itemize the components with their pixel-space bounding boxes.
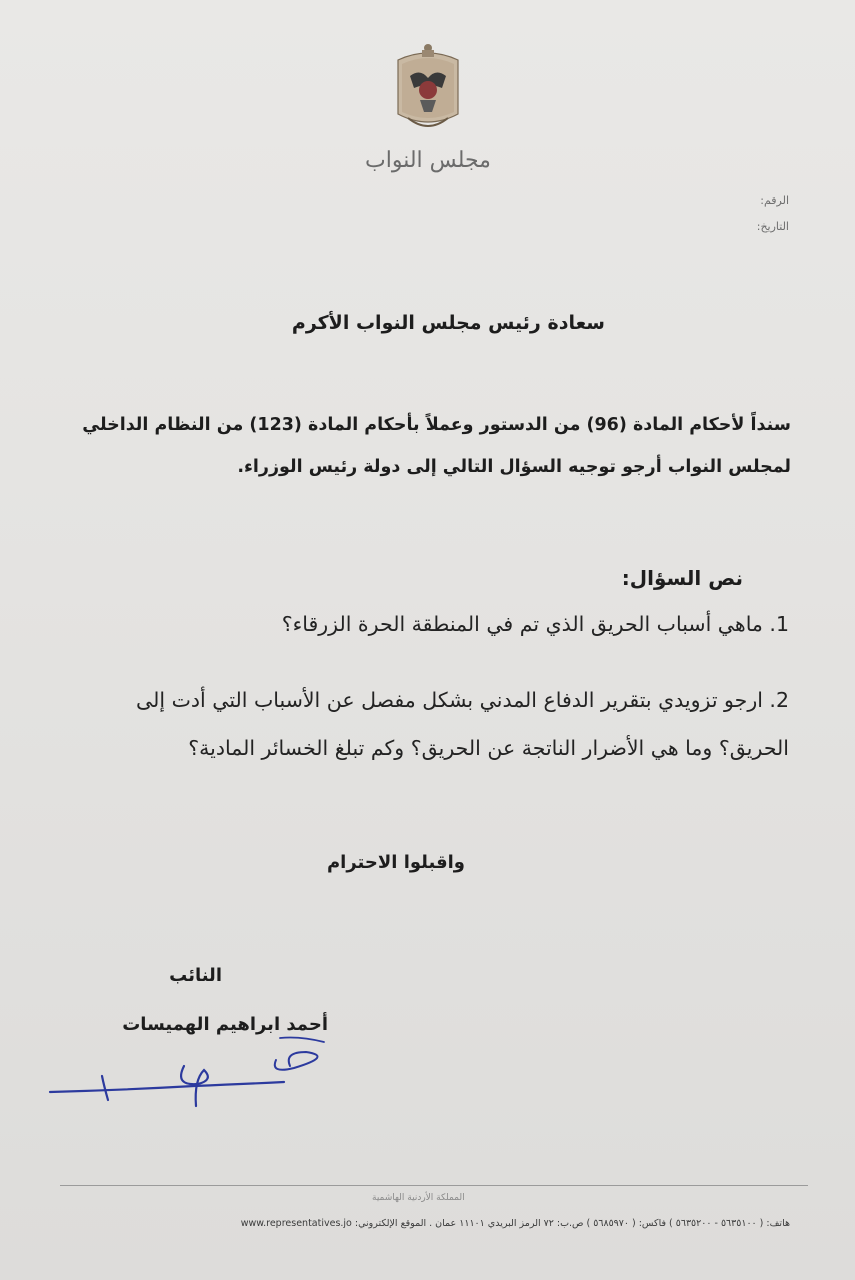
footer-contact bbox=[84, 1218, 790, 1229]
salutation: سعادة رئيس مجلس النواب الأكرم bbox=[291, 312, 605, 334]
footer-contact-details: هاتف: ( ٥٦٣٥١٠٠ - ٥٦٣٥٢٠٠ ) فاكس: ( ٥٦٨٥٩٧٠ ) ص.ب: ٧٢ الرمز البريدي ١١١٠١ عمان . الموقع الإلكتروني: bbox=[354, 1218, 790, 1229]
jordan-coat-of-arms-icon bbox=[388, 42, 468, 142]
handwritten-signature bbox=[44, 1030, 344, 1120]
reference-number-label: الرقم: bbox=[760, 194, 789, 207]
organization-name: مجلس النواب bbox=[365, 148, 491, 173]
footer-divider bbox=[60, 1185, 808, 1186]
footer-emblem-text: المملكة الأردنية الهاشمية bbox=[372, 1193, 465, 1203]
intro-paragraph: سنداً لأحكام المادة (96) من الدستور وعملاً بأحكام المادة (123) من النظام الداخلي لمجلس النواب أرجو توجيه السؤال التالي إلى دولة رئيس الوزراء. bbox=[82, 415, 791, 477]
date-label: التاريخ: bbox=[756, 220, 789, 233]
signatory-title: النائب bbox=[169, 965, 222, 986]
question-item: 1. ماهي أسباب الحريق الذي تم في المنطقة الحرة الزرقاء؟ bbox=[281, 612, 789, 636]
footer-website-link[interactable]: www.representatives.jo bbox=[240, 1218, 352, 1229]
signatory-name: أحمد ابراهيم الهميسات bbox=[122, 1014, 328, 1035]
question-item: 2. ارجو تزويدي بتقرير الدفاع المدني بشكل مفصل عن الأسباب التي أدت إلى الحريق؟ وما هي الأضرار الناتجة عن الحريق؟ وكم تبلغ الخسائر المادية؟ bbox=[136, 688, 789, 760]
questions-heading: نص السؤال: bbox=[621, 566, 743, 590]
closing-line: واقبلوا الاحترام bbox=[326, 852, 465, 873]
